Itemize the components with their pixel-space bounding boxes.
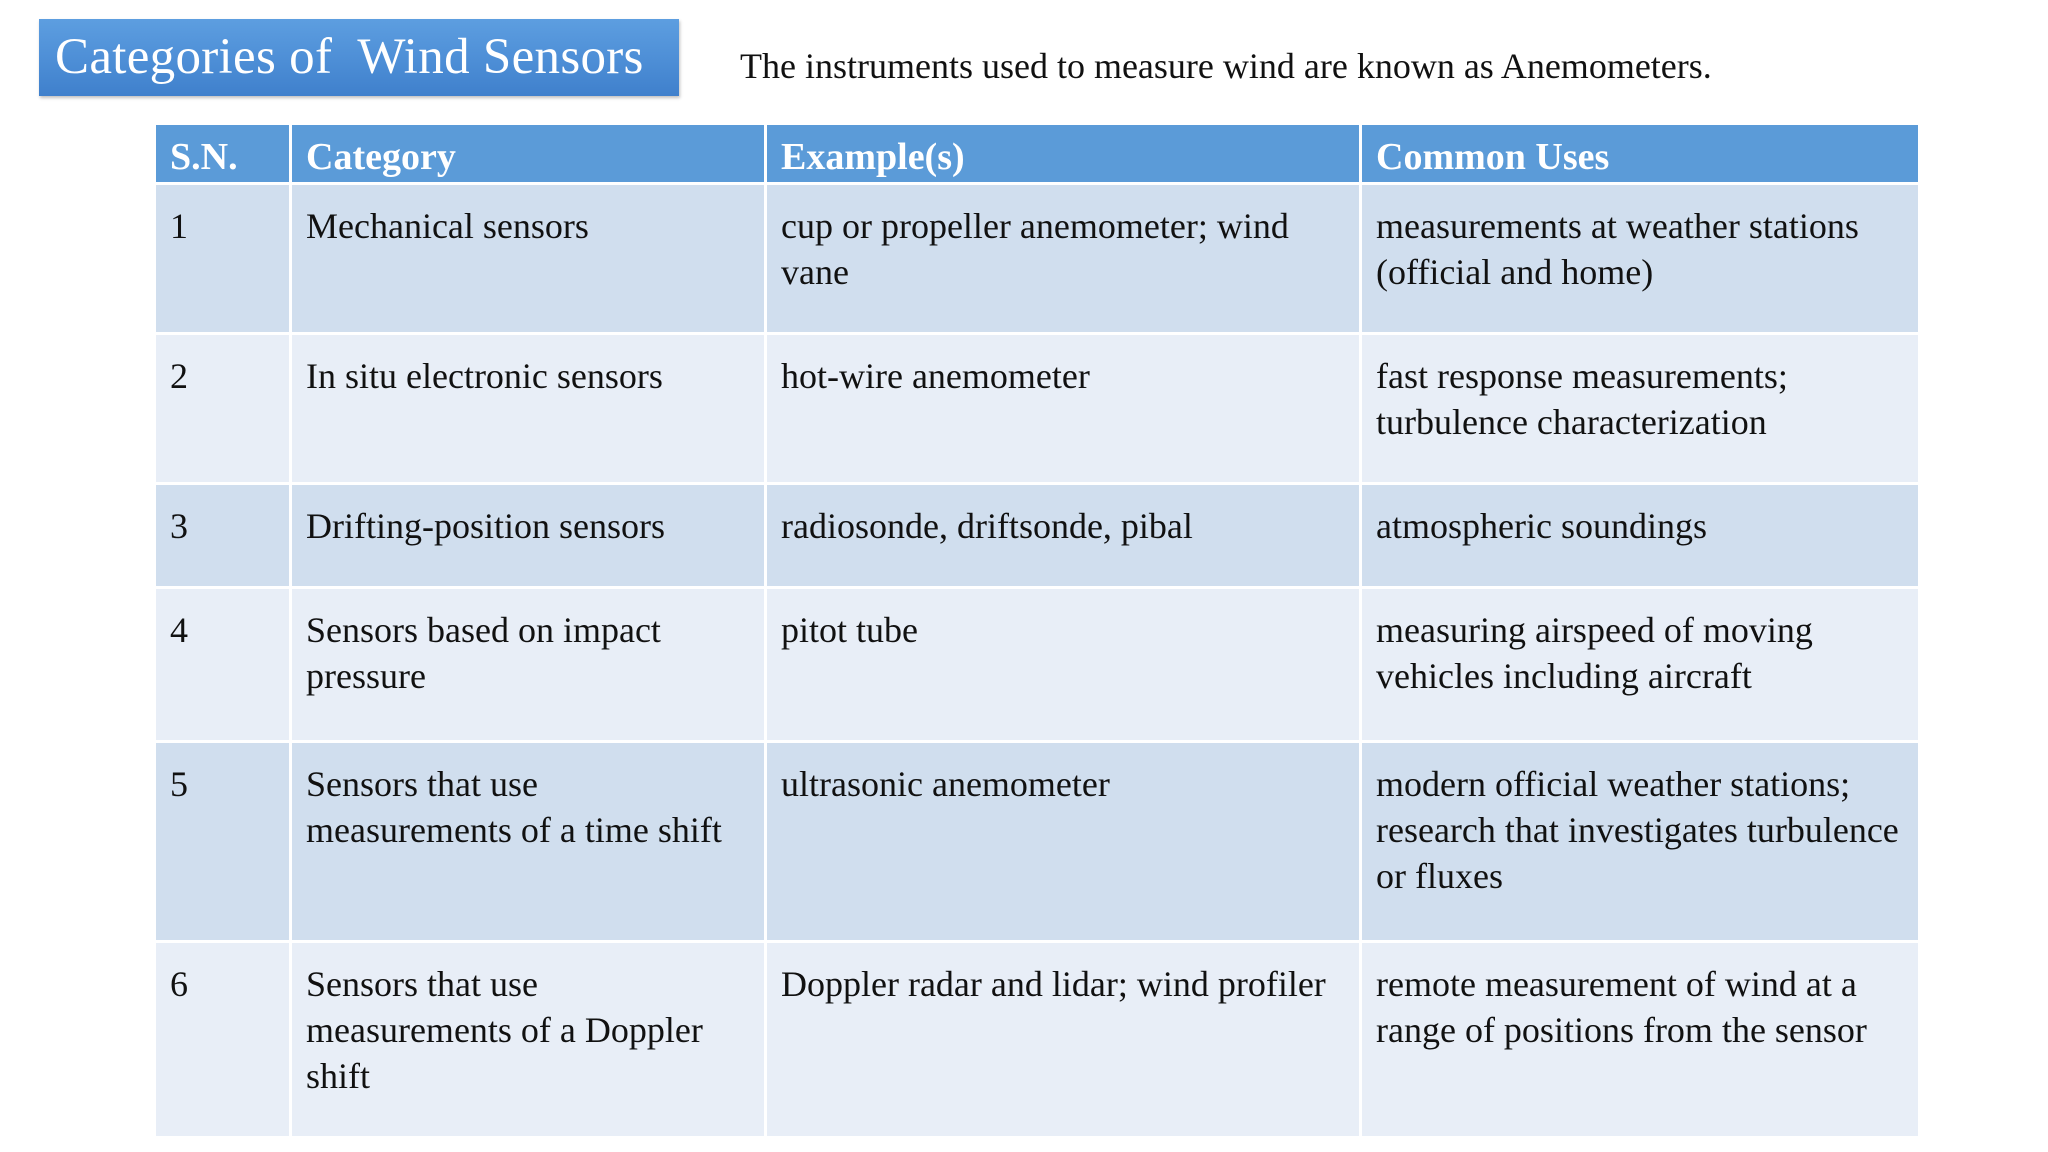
cell-uses: measurements at weather stations (official and home) (1361, 184, 1920, 334)
table-row (155, 942, 1920, 1138)
cell-category: Sensors that use measurements of a Doppler shift (291, 942, 766, 1138)
header-common-uses: Common Uses (1361, 124, 1920, 184)
cell-uses: measuring airspeed of moving vehicles including aircraft (1361, 588, 1920, 742)
cell-category: In situ electronic sensors (291, 334, 766, 484)
header-sn: S.N. (155, 124, 291, 184)
slide-title: Categories of Wind Sensors (55, 29, 644, 85)
cell-category: Mechanical sensors (291, 184, 766, 334)
cell-sn: 1 (155, 184, 291, 334)
slide-subtitle: The instruments used to measure wind are known as Anemometers. (740, 46, 1712, 86)
cell-sn: 3 (155, 484, 291, 588)
cell-examples: cup or propeller anemometer; wind vane (766, 184, 1361, 334)
table-row (155, 484, 1920, 588)
table-row (155, 184, 1920, 334)
cell-uses: fast response measurements; turbulence characterization (1361, 334, 1920, 484)
cell-uses: remote measurement of wind at a range of positions from the sensor (1361, 942, 1920, 1138)
table-row (155, 588, 1920, 742)
cell-sn: 4 (155, 588, 291, 742)
sensor-categories-table (153, 122, 1921, 1139)
cell-sn: 2 (155, 334, 291, 484)
table-row (155, 742, 1920, 942)
cell-uses: modern official weather stations; research that investigates turbulence or fluxes (1361, 742, 1920, 942)
cell-examples: radiosonde, driftsonde, pibal (766, 484, 1361, 588)
cell-category: Sensors based on impact pressure (291, 588, 766, 742)
cell-examples: hot-wire anemometer (766, 334, 1361, 484)
header-examples: Example(s) (766, 124, 1361, 184)
table-header-row (155, 124, 1920, 184)
cell-category: Sensors that use measurements of a time shift (291, 742, 766, 942)
cell-sn: 5 (155, 742, 291, 942)
cell-uses: atmospheric soundings (1361, 484, 1920, 588)
cell-examples: ultrasonic anemometer (766, 742, 1361, 942)
slide-title-box (39, 19, 679, 96)
cell-examples: Doppler radar and lidar; wind profiler (766, 942, 1361, 1138)
cell-sn: 6 (155, 942, 291, 1138)
header-category: Category (291, 124, 766, 184)
cell-examples: pitot tube (766, 588, 1361, 742)
sensor-table-container (153, 122, 1918, 1139)
cell-category: Drifting-position sensors (291, 484, 766, 588)
table-row (155, 334, 1920, 484)
